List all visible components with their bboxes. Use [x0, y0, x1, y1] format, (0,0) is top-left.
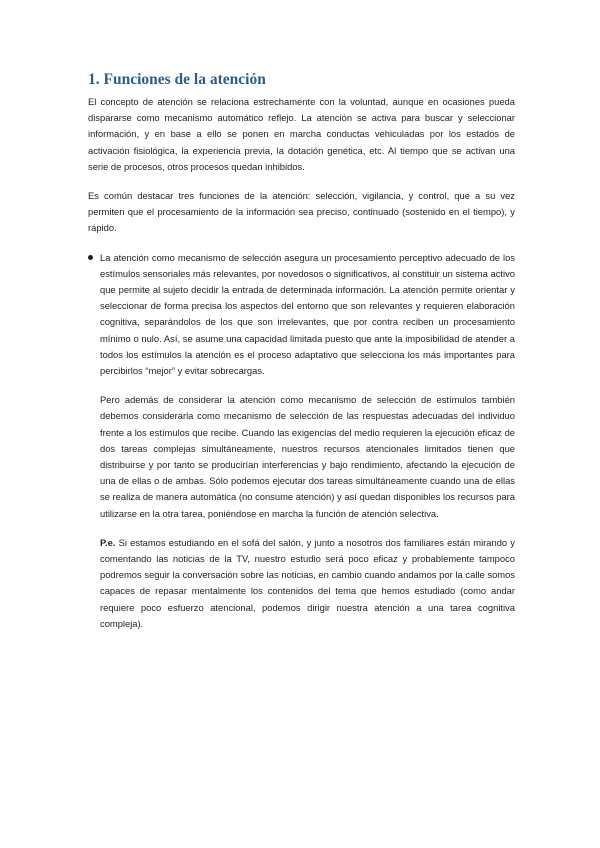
functions-paragraph: Es común destacar tres funciones de la atención: selección, vigilancia, y control, que a su vez permiten que el procesamiento de la información sea preciso, continuado (sostenido en el tiempo), y rápido. — [88, 190, 515, 234]
bullet-list-item — [88, 250, 515, 380]
example-paragraph — [88, 535, 515, 632]
bullet-icon — [88, 255, 93, 260]
example-text: Si estamos estudiando en el sofá del salón, y junto a nosotros dos familiares están mirando y comentando las noticias de la TV, nuestro estudio será poco eficaz y probablemente tampoco podremos seguir la conversación sobre las noticias, en cambio cuando andamos por la calle somos capaces de repasar mentalmente los contenidos del tema que hemos estudiado (como andar requiere poco esfuerzo atencional, podemos dirigir nuestra atención a una tarea cognitiva compleja). — [100, 536, 515, 629]
intro-paragraph: El concepto de atención se relaciona estrechamente con la voluntad, aunque en ocasiones pueda dispararse como mecanismo automático reflejo. La atención se activa para buscar y seleccionar información, y en base a ello se ponen en marcha conductas vehiculadas por los estados de activación fisiológica, la experiencia previa, la dotación genética, etc. Al tiempo que se activan una serie de procesos, otros procesos quedan inhibidos. — [88, 96, 515, 172]
example-label: P.e. — [100, 536, 116, 548]
response-paragraph: Pero además de considerar la atención como mecanismo de selección de estímulos también debemos considerarla como mecanismo de selección de las respuestas adecuadas del individuo frente a los estímulos que recibe. Cuando las exigencias del medio requieren la ejecución eficaz de dos tareas complejas simultáneamente, nuestros recursos atencionales limitados tienen que distribuirse y por tanto se producirían interferencias y bajo rendimiento, afectando la ejecución de una de ellas o de ambas. Sólo podemos ejecutar dos tareas simultáneamente cuando una de ellas se realiza de manera automática (no consume atención) y así quedan disponibles los recursos para utilizarse en la otra tarea, poniéndose en marcha la función de atención selectiva. — [100, 394, 515, 519]
section-heading: 1. Funciones de la atención — [88, 71, 266, 88]
bullet-paragraph: La atención como mecanismo de selección asegura un procesamiento perceptivo adecuado de los estímulos sensoriales más relevantes, por novedosos o significativos, al constituir un sistema activo que permite al sujeto decidir la entrada de determinada información. La atención permite orientar y seleccionar de forma precisa los aspectos del entorno que son relevantes y requieren elaboración cognitiva, separándolos de los que son irrelevantes, que por contra reciben un procesamiento mínimo o nulo. Así, se asume una capacidad limitada puesto que ante la imposibilidad de atender a todos los estímulos la atención es el proceso adaptativo que selecciona los más importantes para percibirlos “mejor” y evitar sobrecargas. — [100, 251, 515, 377]
